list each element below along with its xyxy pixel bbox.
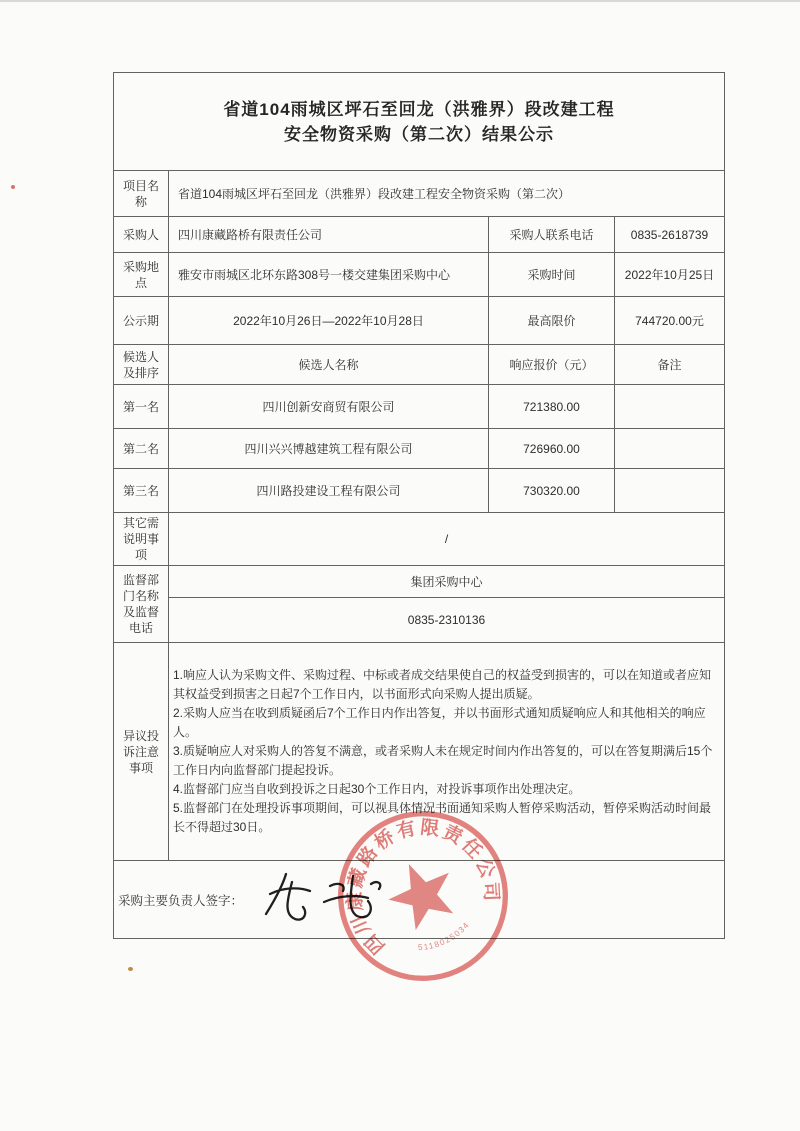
table-row [114, 429, 725, 469]
other-notes-label: 其它需说明事项 [114, 513, 169, 566]
candidates-rank-header: 候选人及排序 [114, 345, 169, 385]
table-row [114, 469, 725, 513]
objection-line-2: 2.采购人应当在收到质疑函后7个工作日内作出答复，并以书面形式通知质疑响应人和其他相关的响应人。 [173, 706, 706, 739]
purchase-time-label: 采购时间 [489, 253, 615, 297]
max-price-label: 最高限价 [489, 297, 615, 345]
project-name-value: 省道104雨城区坪石至回龙（洪雅界）段改建工程安全物资采购（第二次） [169, 171, 725, 217]
scan-top-edge [0, 0, 800, 2]
scan-artifact-orange-speck [128, 967, 133, 971]
candidate-3-price: 730320.00 [489, 469, 615, 513]
objection-line-5: 5.监督部门在处理投诉事项期间，可以视具体情况书面通知采购人暂停采购活动，暂停采购活动时间最长不得超过30日。 [173, 801, 712, 834]
purchaser-phone-value: 0835-2618739 [615, 217, 725, 253]
candidates-price-header: 响应报价（元） [489, 345, 615, 385]
scan-artifact-red-speck [11, 185, 15, 189]
purchase-time-value: 2022年10月25日 [615, 253, 725, 297]
objection-line-1: 1.响应人认为采购文件、采购过程、中标或者成交结果使自己的权益受到损害的，可以在知道或者应知其权益受到损害之日起7个工作日内，以书面形式向采购人提出质疑。 [173, 668, 712, 701]
supervision-department: 集团采购中心 [169, 566, 725, 598]
purchaser-label: 采购人 [114, 217, 169, 253]
candidate-2-name: 四川兴兴博越建筑工程有限公司 [169, 429, 489, 469]
publicity-period-label: 公示期 [114, 297, 169, 345]
location-label: 采购地点 [114, 253, 169, 297]
title-line-1: 省道104雨城区坪石至回龙（洪雅界）段改建工程 [223, 99, 615, 119]
purchaser-phone-label: 采购人联系电话 [489, 217, 615, 253]
supervision-label: 监督部门名称及监督电话 [114, 566, 169, 643]
seal-serial-number: 5118025034 [417, 919, 472, 953]
max-price-value: 744720.00元 [615, 297, 725, 345]
project-name-label: 项目名称 [114, 171, 169, 217]
title-line-2: 安全物资采购（第二次）结果公示 [284, 124, 554, 144]
seal-company-name: 四川康藏路桥有限责任公司 [344, 817, 502, 958]
document-title [114, 73, 725, 171]
purchaser-value: 四川康藏路桥有限责任公司 [169, 217, 489, 253]
objection-line-4: 4.监督部门应当自收到投诉之日起30个工作日内，对投诉事项作出处理决定。 [173, 782, 581, 796]
candidate-1-price: 721380.00 [489, 385, 615, 429]
candidate-3-rank: 第三名 [114, 469, 169, 513]
signature-label: 采购主要负责人签字： [118, 893, 244, 908]
candidates-note-header: 备注 [615, 345, 725, 385]
candidate-1-note [615, 385, 725, 429]
candidate-2-price: 726960.00 [489, 429, 615, 469]
publicity-period-value: 2022年10月26日—2022年10月28日 [169, 297, 489, 345]
candidate-3-note [615, 469, 725, 513]
candidate-3-name: 四川路投建设工程有限公司 [169, 469, 489, 513]
location-value: 雅安市雨城区北环东路308号一楼交建集团采购中心 [169, 253, 489, 297]
seal-rotated-group [331, 804, 515, 988]
supervision-phone: 0835-2310136 [169, 598, 725, 643]
svg-text:5118025034 [414, 918, 475, 957]
candidate-1-rank: 第一名 [114, 385, 169, 429]
company-seal-stamp [331, 804, 515, 988]
candidates-name-header: 候选人名称 [169, 345, 489, 385]
seal-star-icon [379, 851, 465, 936]
table-row [114, 385, 725, 429]
objection-line-3: 3.质疑响应人对采购人的答复不满意，或者采购人未在规定时间内作出答复的，可以在答复期满后15个工作日内向监督部门提起投诉。 [173, 744, 713, 777]
objection-label: 异议投诉注意事项 [114, 643, 169, 861]
other-notes-value: / [169, 513, 725, 566]
candidate-2-note [615, 429, 725, 469]
candidate-2-rank: 第二名 [114, 429, 169, 469]
candidate-1-name: 四川创新安商贸有限公司 [169, 385, 489, 429]
